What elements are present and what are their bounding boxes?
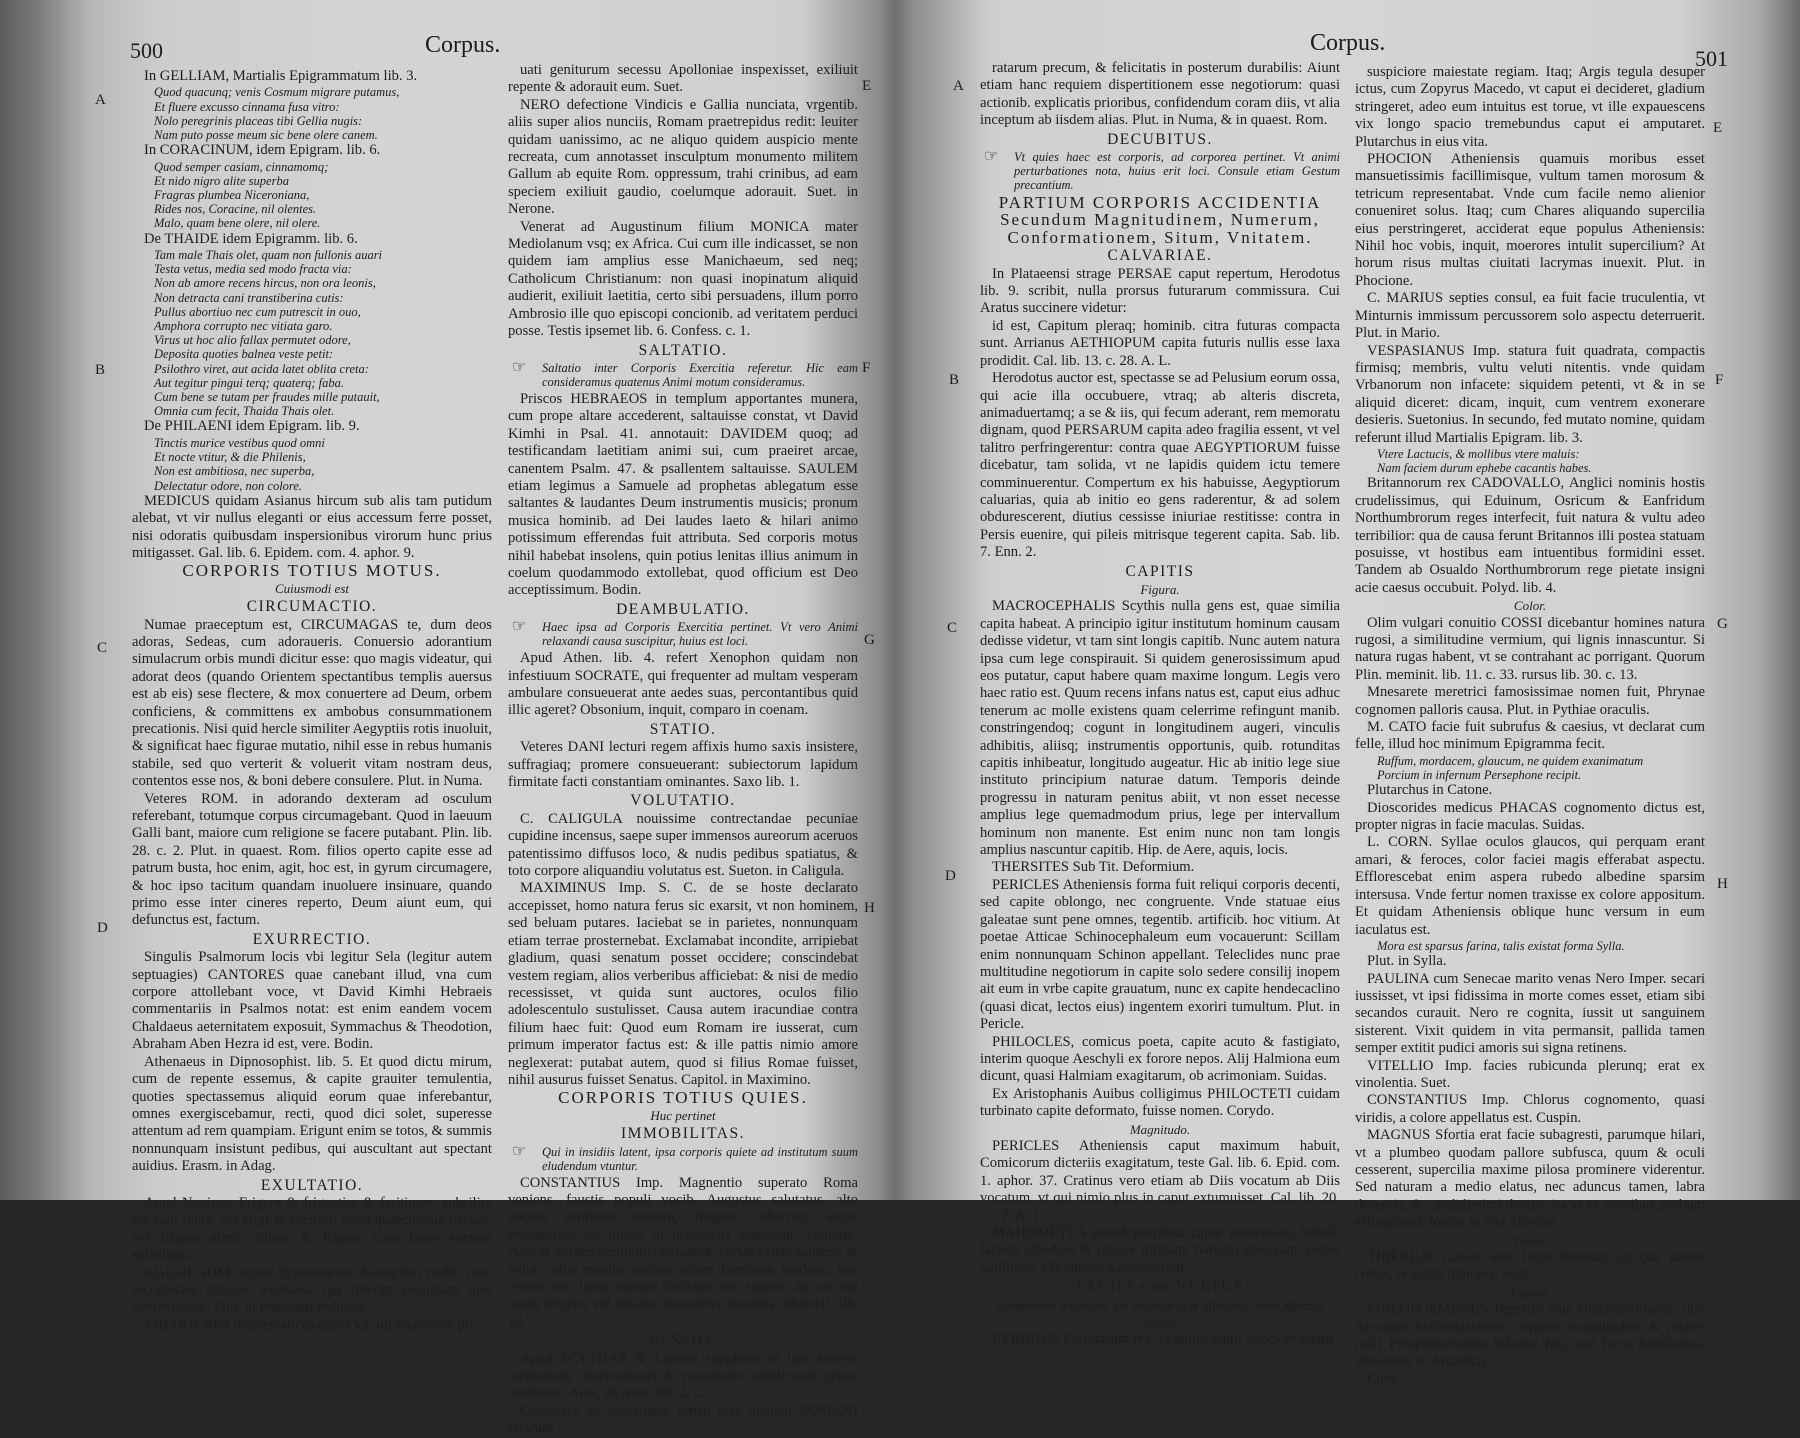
subheading: Figura.: [1140, 581, 1180, 597]
cross-reference-text: Haec ipsa ad Corporis Exercitia pertinet. Vt vero Animi relaxandi causa suscipitur, huius est loci.: [542, 620, 858, 649]
paragraph: M. CATO facie fuit subrufus & caesius, vt declarat cum felle, illud hoc minimum Epigramma fecit.: [1355, 719, 1705, 753]
verse-line: Vtere Lactucis, & mollibus vtere maluis:: [1377, 446, 1580, 461]
verse-line: Virus ut hoc alio fallax permutet odore,: [154, 333, 351, 348]
verse-line: Non detracta cani transtiberina cutis:: [154, 290, 344, 305]
paragraph: Olim vulgari conuitio COSSI dicebantur homines natura rugosi, a similitudine vermium, qui lignis innascuntur. Si natura rugas habent, vt se contrahant ac porrigant. Quorum Plin. meminit. lib. 11. c. 33. rursus lib. 30. c. 13.: [1355, 614, 1705, 683]
paragraph: MAGNUS Sfortia erat facie subagresti, parumque hilari, vt a plumbeo quodam pallore subfusca, quum & oculi cesserent, supercilia maxime pilosa prominere viderentur. Sed naturam a medio elatus, nec aduncus tamen, labra decentia, & candidissimi dentes, ita vt ex omnibus probum effingebant. Iouius in vita Sfortiae.: [1355, 1127, 1705, 1231]
paragraph: Athenaeus in Dipnosophist. lib. 5. Et quod dictu mirum, cum de repente essemus, & capite grauiter temulentia, quoties spectassemus aliquid eorum quae inferebantur, omnes exergiscebamur, recti, quod dici solet, superesse attentum ad rem quampiam. Erigunt enim se totos, & summis nonnunquam insistunt pedibus, qui auscultant aut spectant auidius. Erasm. in Adag.: [132, 1053, 492, 1175]
paragraph: Apud Athen. lib. 4. refert Xenophon quidam non infestiuum SOCRATE, qui frequenter ad multam vesperam ambulare consueuerat ante aedes suas, percontantibus quid illic ageret? Obsonium, inquit, comparo in coenam.: [508, 650, 858, 719]
paragraph: AGESILAUM regem Spartanorum Xenophon tradit, cum locupletare amicos, exultasse qui interim pecuniam ipse contemnebat. Plut. in praecepti Politicis.: [132, 1264, 492, 1316]
paragraph: CONSTANTIUS Imp. Magnentio superato Roma veniens, faustis populi vocib. Augustus salutatus, alto vocum similium tuorum; fragore cohorruit, atque immobilem se, qualis in prouinciis videbatur, exhibuit. Nam & corpus perhumile curuabat, portas cellas subiens, & velut collo munito rectam aciem luminum tendens, nec dextra, nec laeua vultum flectebat, nec spuens, aut os, aut nares tergens vel fricans, manumve mouens. Marcell. lib. 16.: [508, 1174, 858, 1330]
section-heading: EXURRECTIO.: [252, 930, 372, 948]
margin-letter: H: [1717, 876, 1728, 892]
major-heading: PARTIUM CORPORIS ACCIDENTIA Secundum Magnitudinem, Numerum, Conformationem, Situm, Vnitatem.: [998, 193, 1322, 247]
paragraph: Venerat ad Augustinum filium MONICA mater Mediolanum vsq; ex Africa. Cui cum ille indicasset, se non quidem iam amplius esse Manichaeum, sed neq; Catholicum Christianum: non quasi inopinatum aliquid audierit, exiliuit laetitia, certo sibi persuadens, illum porro Ambrosio ille quo episcopi concionib. ad veritatem perduci posse. Testis ipsemet lib. 6. Confess. c. 1.: [508, 218, 858, 340]
cross-reference-note: [508, 358, 858, 389]
verse-line: Quod quacunq; venis Cosmum migrare putamus,: [154, 85, 400, 100]
paragraph: In GELLIAM, Martialis Epigrammatum lib. 3.: [144, 68, 418, 84]
section-heading: FACIEI siue VULTUS: [1076, 1278, 1244, 1296]
paragraph: Apud SCYTHAS & Latinos supplices in lare sedere, taciturnum obseruationis & maximum supplicandi genus notabatur. Alex. ab Alex. lib. 2. c. 9.: [508, 1350, 858, 1402]
subheading: Color.: [1513, 598, 1547, 614]
paragraph: Priscos HEBRAEOS in templum apportantes munera, cum prope altare accederent, saltauisse constat, vt David Kimhi in Psal. 41. annotauit: DAVIDEM quoq; ad testificandam laetitiam animi sui, cum praeiret arcae, canentem Psalm. 47. & psallentem saltauisse. SAULEM etiam legimus a Samuele ad prophetas ablegatum esse saltantes & laudantes Deum instrumentis musicis; pronum musica hominib. ad Dei laudes laeto & hilari animo potissimum efferendas fuit attributa. Sed corporis motus nihil habebat insolens, quin potius lenitas illius animum in coelum quodammodo extollebat, quod officium est Deo acceptissimum. Bodin.: [508, 390, 858, 599]
cross-reference-text: Saltatio inter Corporis Exercitia referetur. Hic eam consideramus quatenus Animi motum consideramus.: [542, 360, 858, 389]
margin-letter: D: [97, 920, 108, 936]
section-heading: VOLUTATIO.: [630, 792, 736, 810]
verse-line: Et nido nigro alite superba: [154, 173, 289, 188]
right-column-2: [1355, 64, 1705, 1387]
paragraph: id est, Capitum pleraq; hominib. citra futuras compacta sunt. Arrianus AETHIOPUM capita futuris nullis esse laxa prodidit. Cal. lib. 13. c. 28. A. L.: [980, 317, 1340, 369]
paragraph: TIBERIUS Caesar erat facie honesta: in qua tamen crebri, & subiti tumores. Suet.: [1355, 1249, 1705, 1283]
margin-letter: G: [1717, 616, 1728, 632]
paragraph: PHILOCLES, comicus poeta, capite acuto & fastigiato, interim quoque Aeschyli ex forore nepos. Alij Halmiona eum dicunt, quasi Halmiam exagitarum, ob acrimoniam. Suidas.: [980, 1033, 1340, 1085]
left-column-1: [132, 68, 492, 1333]
subheading: Tumor.: [1512, 1232, 1548, 1248]
paragraph: Plutarchus in Catone.: [1367, 782, 1493, 799]
verse-line: Tam male Thais olet, quam non fullonis auari: [154, 248, 383, 263]
paragraph: Cum: [1367, 1370, 1396, 1387]
margin-letter: F: [862, 360, 871, 376]
verse-line: Et fluere excusso cinnama fusa vitro:: [154, 99, 340, 114]
margin-letter: H: [864, 900, 875, 916]
paragraph: MEDICUS quidam Asianus hircum sub alis tam putidum alebat, vt vir nullus eleganti or eius accessum ferre posset, nisi odoratis quibusdam inspersionibus virorum hunc prius mitigasset. Gal. lib. 6. Epidem. com. 4. aphor. 9.: [132, 492, 492, 561]
paragraph: PAULINA cum Senecae marito venas Nero Imper. secari iussisset, vt ipsi fidissima in morte comes esset, etiam sibi secandos curauit. Nero re cognita, iussit ut sanguinem sisterent. Vixit quidem in vita permansit, pallida tamen semper extitit pudici amoris sui signa retinens.: [1355, 970, 1705, 1057]
paragraph: Singulis Psalmorum locis vbi legitur Sela (legitur autem septuagies) CANTORES quae canebant illud, vna cum corpore attollebant voce, vt David Kimhi Hebraeis commentariis in Psalmos notat: est enim eandem vocem Chaldaeus aeternitatem exposuit, Symmachus & Theodotion, Abraham Aben Hezra id est, vere. Bodin.: [132, 949, 492, 1053]
verse-line: Cum bene se tutam per fraudes mille putauit,: [154, 390, 380, 405]
subheading: Compositio naturalis. De voluntaria & affectata, inter Affectus agitur.: [996, 1297, 1324, 1331]
verse-line: Quod semper casiam, cinnamomq;: [154, 159, 329, 174]
page-number: 500: [130, 38, 163, 63]
section-heading: SESSIO.: [649, 1332, 717, 1350]
paragraph: ratarum precum, & felicitatis in posterum durabilis: Aiunt etiam hanc requiem dispertitionem esse negotiorum: quasi actionib. explicatis prioribus, confidendum coram diis, vt alia inceptum ab iisdem alias. Plut. in Numa, & in quaest. Rom.: [980, 60, 1340, 129]
subheading: Huc pertinet: [650, 1107, 716, 1123]
subheading: Cuiusmodi est: [274, 580, 350, 596]
left-page: [0, 0, 895, 1437]
page-number: 501: [1695, 46, 1728, 71]
cross-reference-note: [508, 1142, 858, 1173]
margin-letter: D: [945, 868, 956, 884]
paragraph: Herodotus auctor est, spectasse se ad Pelusium eorum ossa, qui acie illa occubuere, vtraq; ab alteris discreta, animaduertamq; a se & iis, qui fecum aderant, rem memoratu dignam, quod PERSARUM capita adeo fragilia essent, vt vel talitro perfringerentur: contra quae AEGYPTIORUM fuisse dicebatur, tam solida, vt ne lapidis quidem ictu temere comminuerentur. Compertum ex his habuisse, Aegyptiorum caluarias, quia ab initio eo gens raderentur, & ad solem obdurescerent, diutius cessisse iniuriae restitisse: contra in Persis euenire, qui pileis mitrisque tegerent capita. Sab. lib. 7. Enn. 2.: [980, 370, 1340, 561]
verse-line: Tinctis murice vestibus quod omni: [154, 435, 325, 450]
paragraph: PERICLES Atheniensis forma fuit reliqui corporis decenti, sed capite oblongo, nec congruente. Vnde statuae eius galeatae sunt pene omnes, tegentib. artificib. hoc vitium. At poetae Atticae Schinocephaleum eum vocauerunt: Scillam enim nonnunquam Schinon appellant. Teleclides nunc prae multitudine negotiorum in capite solo sedere consilij inopem ait eum in vrbe capite grauatum, nunc ex capite hendecaclino (quasi dicat, lectos eius) ingentem exoriri tumultum. Plut. in Pericle.: [980, 876, 1340, 1033]
verse-line: Pullus abortiuo nec cum putrescit in ouo,: [154, 304, 361, 319]
margin-letter: E: [862, 78, 872, 94]
cross-reference-note: [508, 620, 858, 648]
margin-letter: C: [947, 620, 958, 636]
right-page: [905, 0, 1800, 1387]
major-heading: CORPORIS TOTIUS QUIES.: [558, 1088, 808, 1108]
verse-line: Et nocte vtitur, & die Philenis,: [154, 450, 306, 465]
pointing-hand-icon: ☞: [512, 618, 527, 636]
margin-letter: B: [95, 362, 106, 378]
paragraph: MACROCEPHALIS Scythis nulla gens est, quae similia capita habeat. A principio igitur institutum hominum causam dedisse videtur, vt tam sint longis capitib. Nunc autem natura ipsa cum lege conspirauit. Si quidem generosissimum apud eos putatur, caput habere quam maxime longum. Legis vero haec ratio est. Quum recens infans natus est, caput eius adhuc tenerum ac molle existens quam celerrime refingunt manib. constringendoq; cogunt in longitudinem augeri, vinculis adhibitis, aliisq; instrumentis opportunis, quib. rotunditas capitis inhibeatur, longitudo augeatur. Hic ab initio lege siue instituto principium naturae datum. Temporis deinde progressu in naturam penitus abiit, vt non esset necesse amplius lege quemadmodum prius, lege per intervallum hominum non manente. Est enim nunc non tam longis amplius nascuntur capitib. Hip. de Aere, aquis, locis.: [980, 598, 1340, 859]
paragraph: THEOGENES mathematicus cum Oct- uij etiamnum pri-: [144, 1316, 479, 1333]
verse-line: Omnia cum fecit, Thaida Thais olet.: [154, 404, 335, 419]
margin-letter: A: [95, 92, 106, 108]
paragraph: De PHILAENI idem Epigram. lib. 9.: [144, 418, 360, 435]
margin-letter: A: [953, 78, 964, 94]
pointing-hand-icon: ☞: [512, 1142, 527, 1160]
section-heading: CIRCUMACTIO.: [246, 598, 378, 616]
running-head-title: Corpus.: [425, 32, 501, 58]
paragraph: Ex Aristophanis Auibus colligimus PHILOCTETI cuidam turbinato capite deformato, fuisse nomen. Corydo.: [980, 1085, 1340, 1120]
section-heading: SALTATIO.: [638, 341, 728, 359]
paragraph: Veteres ROM. in adorando dexteram ad osculum referebant, totumque corpus circumagebant. Quod in laeuum Galli bant, maiore cum religione se facere putabant. Plin. lib. 28. c. 2. Plut. in quaest. Rom. filios operto capite esse ad patrum busta, hoc enim, agit, hoc est, in gyrum circumagere, & hoc ipso tacitum quandam inuoluere insinuare, quando primo esse inter cineres reperto, Deum aiunt eum, qui defunctus est, factum.: [132, 790, 492, 929]
verse-line: Mora est sparsus farina, talis existat forma Sylla.: [1377, 938, 1625, 953]
running-head-title: Corpus.: [1310, 30, 1386, 56]
margin-letter: E: [1713, 120, 1723, 136]
verse-line: Non ab amore recens hircus, non ora leonis,: [154, 276, 376, 291]
paragraph: uati geniturum secessu Apolloniae inspexisset, exiliuit repente & adorauit eum. Suet.: [508, 62, 858, 96]
cross-reference-note: [980, 150, 1340, 192]
paragraph: Veteres DANI lecturi regem affixis humo saxis insistere, suffragiaq; promere consueuerant: subiectorum lapidum firmitate facti constantiam ominantes. Saxo lib. 1.: [508, 739, 858, 791]
cross-reference-text: Qui in insidiis latent, ipsa corporis quiete ad institutum suum eludendum vtuntur.: [542, 1144, 858, 1173]
paragraph: In CORACINUM, idem Epigram. lib. 6.: [144, 142, 381, 159]
verse-line: Delectatur odore, non colore.: [154, 478, 302, 493]
verse-line: Malo, quam bene olere, nil olere.: [154, 216, 321, 231]
section-heading: STATIO.: [649, 720, 717, 738]
paragraph: NERO defectione Vindicis e Gallia nunciata, vrgentib. aliis super alios nunciis, Romam praetrepidus redit: leuiter quidam uanissimo, ac ne aliquo quidem auspicio mente recreata, cum annotasset insculptum monumento militem Gallum ab equite Rom. oppressum, trahi crinibus, ad eam speciem exiliuit gaudio, coelumque adorauit. Suet. in Nerone.: [508, 96, 858, 218]
paragraph: PHILOPOEMENES Tegeates siue Hegalopolitanus, dux Arcadum bellicosissimus, corporis magnitudine & robore nulli Peloponnensium inferior fuit, sed facie foedissima. Pausanias in Arcadicis.: [1355, 1301, 1705, 1370]
paragraph: De THAIDE idem Epigramm. lib. 6.: [144, 230, 358, 247]
paragraph: Dioscorides medicus PHACAS cognomento dictus est, propter nigras in facie maculas. Suidas.: [1355, 799, 1705, 834]
verse-line: Deposita quoties balnea veste petit:: [154, 347, 334, 362]
paragraph: PERICLES Atheniensis caput maximum habuit, Comicorum dicteriis exagitatum, teste Gal. lib. 6. Epid. com. 1. aphor. 37. Cratinus vero etiam ab Diis vocatum ab Diis vocatum, vt qui nimio plus in caput extumuisset. Cal. lib. 20. c. 12. A. L.: [980, 1137, 1340, 1224]
section-heading: CALVARIAE.: [1107, 247, 1213, 265]
margin-letter: F: [1715, 372, 1724, 388]
verse-line: Aut tegitur pingui terq; quaterq; faba.: [154, 375, 345, 390]
verse-line: Nam faciem durum ephebe cacantis habes.: [1377, 461, 1592, 476]
verse-line: Porcium in infernum Persephone recipit.: [1377, 768, 1582, 783]
paragraph: Plut. in Sylla.: [1367, 953, 1447, 970]
subheading: Magnitudo.: [1129, 1121, 1191, 1137]
verse-line: Rides nos, Coracine, nil olentes.: [154, 202, 317, 217]
paragraph: Considere ab adoratione, omen esse dicitant ROMANI ratarum: [508, 1402, 858, 1437]
left-column-2: [508, 62, 858, 1437]
paragraph: Apud Nonium, Frigere & frigeptire & feritinare, subsilire est cum fonte, vel erigi & excitari: quod quaecunque frigunt, vel frigent nimio calore & frigore cum fonte sursum subsiliunt.: [132, 1194, 492, 1264]
margin-letter: B: [949, 372, 960, 388]
margin-letter: C: [97, 640, 108, 656]
section-heading: CAPITIS: [1125, 562, 1195, 580]
verse-line: Psilothro viret, aut acida latet oblita creta:: [154, 361, 369, 376]
paragraph: PYRRHUS Epirotarum rex, praetulit vultu atrociore quam: [992, 1331, 1333, 1348]
verse-line: Amphora corrupto nec vitiata garo.: [154, 319, 333, 334]
paragraph: MAHOMETUS pseudopropheta caput immensum habuit, faciem albedine & rubore mixtam, barbam prolixam, pedes agillimos. Chronicon Saracenorum.: [980, 1225, 1340, 1276]
verse-line: Ruffum, mordacem, glaucum, ne quidem exanimatum: [1377, 753, 1644, 768]
paragraph: VITELLIO Imp. facies rubicunda plerunq; erat ex vinolentia. Suet.: [1355, 1057, 1705, 1091]
paragraph: C. MARIUS septies consul, ea fuit facie truculentia, vt Minturnis immissum percussorem solo aspectu deterruerit. Plut. in Mario.: [1355, 290, 1705, 342]
section-heading: IMMOBILITAS.: [621, 1125, 745, 1143]
paragraph: In Plataeensi strage PERSAE caput repertum, Herodotus lib. 9. scribit, nulla prorsus futurarum commissura. Cui Aratus succinere videtur:: [980, 265, 1340, 317]
section-heading: DECUBITUS.: [1107, 130, 1213, 148]
paragraph: VESPASIANUS Imp. statura fuit quadrata, compactis firmisq; membris, vultu veluti nitentis. vnde quidam Vrbanorum non infacete: siquidem petenti, vt & in se aliquid diceret: dicam, inquit, cum ventrem exonerare desieris. Suetonius. In secundo, fed mutato nomine, quidam referunt illud Martialis Epigram. lib. 3.: [1355, 342, 1705, 446]
major-heading: CORPORIS TOTIUS MOTUS.: [182, 561, 442, 581]
right-column-1: [980, 60, 1340, 1348]
paragraph: L. CORN. Syllae oculos glaucos, qui perquam erant amari, & feroces, color faciei magis efferabat aspectu. Efflorescebat enim aspera rubedo albedine sparsim intersusa. Vnde fertur nomen traxisse ex colore appositum. Et quidam Atheniensis oblique hunc versum in eum iaculatus est.: [1355, 834, 1705, 938]
verse-line: Fragras plumbea Niceroniana,: [154, 188, 310, 203]
cross-reference-text: Vt quies haec est corporis, ad corporea pertinet. Vt animi perturbationes nota, huius erit loci. Consule etiam Gestum precantium.: [1014, 150, 1340, 193]
paragraph: suspiciore maiestate regiam. Itaq; Argis tegula desuper ictus, cum Zopyrus Macedo, vt caput ei decideret, gladium stringeret, adeo eum intuitus est torue, vt ille expauescens vix longo spacio tremebundus caput ei amputaret. Plutarchus in eius vita.: [1355, 64, 1705, 150]
verse-line: Nam puto posse meum sic bene olere canem.: [154, 128, 378, 143]
paragraph: C. CALIGULA nouissime contrectandae pecuniae cupidine incensus, saepe super immensos aureorum aceruos patentissimo diffusos loco, & nudis pedibus spatiatus, & toto corpore aliquandiu volutatus est. Sueton. in Caligula.: [508, 810, 858, 880]
paragraph: PHOCION Atheniensis quamuis moribus esset mansuetissimis facillimisque, vultum tamen morosum & tetricum representabat. Vnde cum facile nemo alienior conueniret solus. Itaq; cum Chares aliquando supercilia eius perstringeret, acciderat eque populus Atheniensis: Nihil hoc vobis, inquit, moerores intulit supercilium? At horum risus multas ciuitati lacrymas inuexit. Plut. in Phocione.: [1355, 151, 1705, 289]
pointing-hand-icon: ☞: [984, 148, 999, 166]
section-heading: EXULTATIO.: [260, 1176, 364, 1194]
paragraph: Mnesarete meretrici famosissimae nomen fuit, Phrynae cognomen palloris causa. Plut. in Pythiae oraculis.: [1355, 684, 1705, 718]
paragraph: Britannorum rex CADOVALLO, Anglici nominis hostis crudelissimus, qui Eduinum, Osricum & Eanfridum Northumbrorum reges interfecit, fuit natura & vultu adeo terribilior: qua de causa ferunt Britannos illi postea statuam posuisse, vt hostibus eam intuentibus formidini esset. Tandem ab Osualdo Northumbrorum rege pietate insigni acie caesus occubuit. Polyd. lib. 4.: [1355, 475, 1705, 596]
paragraph: THERSITES Sub Tit. Deformium.: [992, 859, 1195, 876]
margin-letter: G: [864, 632, 875, 648]
verse-line: Non est ambitiosa, nec superba,: [154, 464, 315, 479]
paragraph: Numae praeceptum est, CIRCUMAGAS te, dum deos adoras, Sedeas, cum adoraueris. Conuersio adorantium simulacrum orbis mundi dicitur esse: quo magis videatur, qui adorat deos (quando Orientem spectantibus templis auersus est ab eis) sese flectere, & mox conuertere ad Deum, orbem conficiens, & committens ex ambobus consummationem precationis. Nisi quid hercle similiter Aegyptiis rotis inuoluit, & significat haec figurae mutatio, nihil esse in rebus humanis stabile, sed quo verterit & voluerit vitam nostram deus, contentos esse nos, & boni debere consulere. Plut. in Numa.: [132, 616, 492, 790]
subheading: Figura.: [1510, 1284, 1550, 1300]
paragraph: CONSTANTIUS Imp. Chlorus cognomento, quasi viridis, a colore appellatus est. Cuspin.: [1355, 1092, 1705, 1126]
verse-line: Testa vetus, media sed modo fracta via:: [154, 262, 352, 277]
section-heading: DEAMBULATIO.: [616, 600, 750, 618]
paragraph: MAXIMINUS Imp. S. C. de se hoste declarato accepisset, homo natura ferus sic exarsit, vt non hominem, sed beluam putares. Iaciebat se in parietes, nonnunquam etiam terrae prosternebat. Exclamabat incondite, arripiebat gladium, quasi senatum posset occidere; conscindebat vestem regiam, alios verberibus afficiebat: & nisi de medio recessisset, vt quida sunt auctores, oculos filio adolescentulo sustulisset. Causa autem iracundiae contra filium haec fuit: Quod eum Romam ire iusserat, cum primum imperator factus est: & ille pattis nimio amore neglexerat: putabat autem, quod si filius Romae fuisset, nihil ausurus fuisset Senatus. Capitol. in Maximino.: [508, 880, 858, 1088]
verse-line: Nolo peregrinis placeas tibi Gellia nugis:: [154, 113, 363, 128]
pointing-hand-icon: ☞: [512, 358, 527, 376]
